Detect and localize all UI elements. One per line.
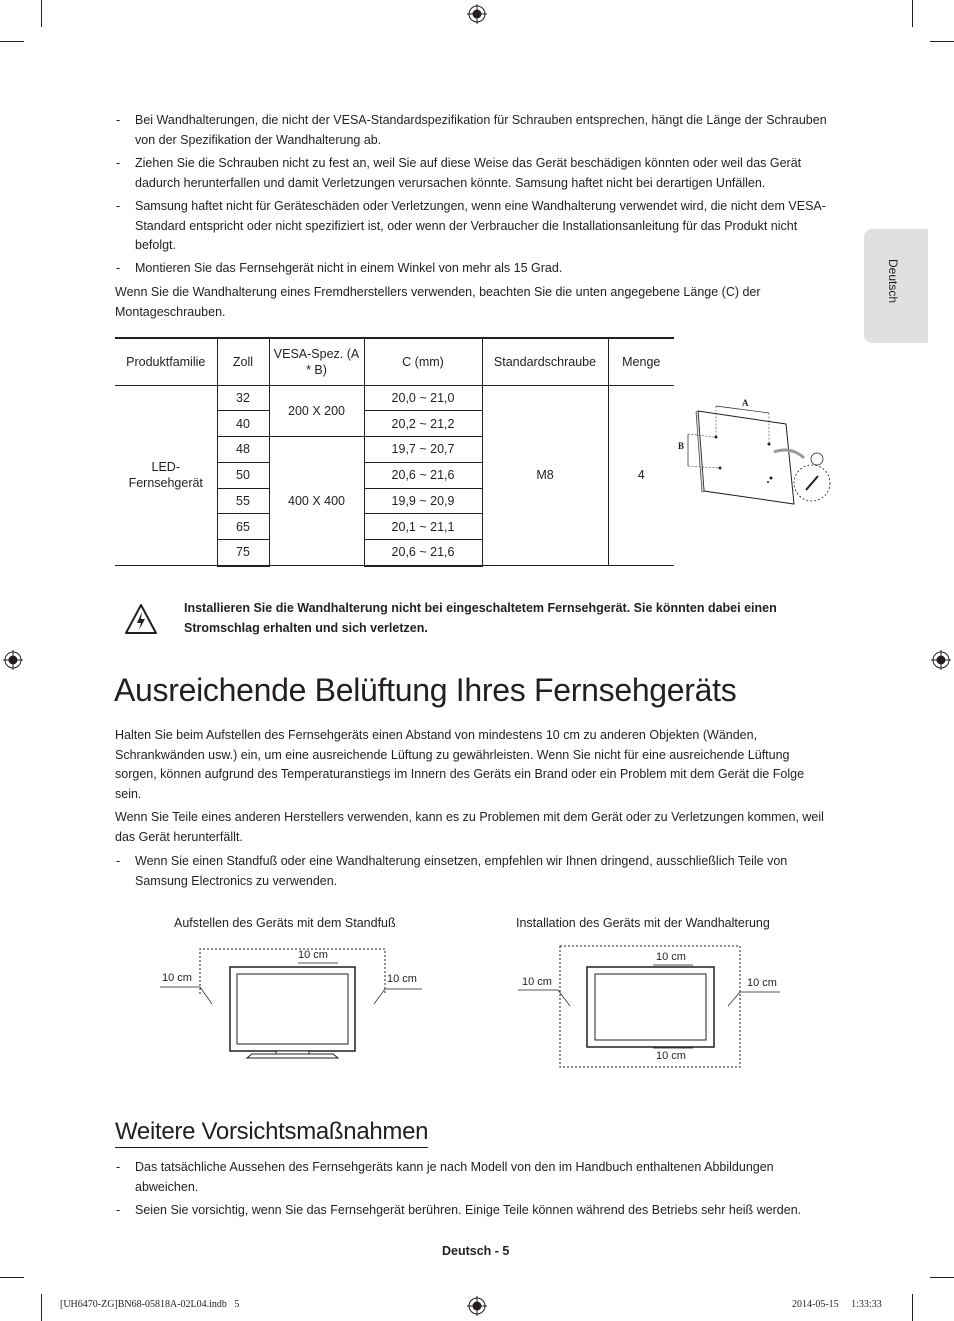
crop-mark [912, 0, 913, 27]
list-item: - Seien Sie vorsichtig, wenn Sie das Fernsehgerät berühren. Einige Teile können während des Betriebs sehr heiß werden. [116, 1203, 802, 1217]
warning-icon [124, 603, 158, 635]
table-cell: 32 [217, 385, 269, 411]
paragraph: Halten Sie beim Aufstellen des Fernsehgeräts einen Abstand von mindestens 10 cm zu anderen Objekten (Wänden, Schrankwänden usw.) ein, um eine ausreichende Lüftung zu gewährleisten. Wenn Sie nicht für eine ausreichende Lüftung sorgen, können aufgrund des Temperaturanstiegs im Innern des Geräts ein Brand oder ein Problem mit dem Gerät die Folge sein. [115, 728, 805, 801]
table-cell: 40 [217, 411, 269, 437]
registration-mark-icon [3, 650, 23, 670]
distance-label: 10 cm [298, 949, 328, 961]
diagram-label-b: B [678, 441, 685, 451]
crop-mark [912, 1294, 913, 1321]
crop-mark [41, 1294, 42, 1321]
table-cell: 20,6 ~ 21,6 [364, 462, 482, 488]
page-number: Deutsch - 5 [442, 1244, 510, 1258]
distance-label: 10 cm [656, 951, 686, 963]
table-header: C (mm) [364, 338, 482, 385]
crop-mark [0, 41, 24, 42]
table-cell: 50 [217, 462, 269, 488]
table-cell: 19,9 ~ 20,9 [364, 488, 482, 514]
paragraph: Wenn Sie Teile eines anderen Herstellers verwenden, kann es zu Problemen mit dem Gerät oder zu Verletzungen kommen, weil das Gerät herunterfällt. [115, 810, 824, 844]
table-cell: 75 [217, 540, 269, 566]
diagram-label-a: A [742, 398, 749, 408]
figure-caption: Aufstellen des Geräts mit dem Standfuß [174, 916, 396, 930]
list-item: - Ziehen Sie die Schrauben nicht zu fest an, weil Sie auf diese Weise das Gerät beschädigen könnten oder weil das Gerät dadurch herunterfallen und damit Verletzungen verursachen könnte. Samsung haftet nicht bei derartigen Unfällen. [116, 156, 802, 190]
table-cell: M8 [482, 385, 608, 566]
wall-ventilation-diagram [518, 944, 783, 1070]
section-heading: Weitere Vorsichtsmaßnahmen [115, 1118, 428, 1148]
distance-label: 10 cm [747, 977, 777, 989]
intro-paragraph: Wenn Sie die Wandhalterung eines Fremdherstellers verwenden, beachten Sie die unten angegebene Länge (C) der Montageschrauben. [115, 285, 761, 319]
crop-mark [930, 41, 954, 42]
crop-mark [0, 1277, 24, 1278]
registration-mark-icon [467, 4, 487, 24]
distance-label: 10 cm [162, 972, 192, 984]
wall-mount-spec-table [115, 337, 674, 567]
table-cell: 200 X 200 [269, 385, 364, 437]
table-cell: 55 [217, 488, 269, 514]
figure-caption: Installation des Geräts mit der Wandhalterung [516, 916, 770, 930]
distance-label: 10 cm [522, 976, 552, 988]
table-cell: 20,1 ~ 21,1 [364, 514, 482, 540]
distance-label: 10 cm [387, 973, 417, 985]
table-header: VESA-Spez. (A * B) [269, 338, 364, 385]
table-cell: 4 [608, 385, 674, 566]
registration-mark-icon [931, 650, 951, 670]
page-title: Ausreichende Belüftung Ihres Fernsehgeräts [114, 672, 737, 708]
table-header: Produktfamilie [115, 338, 217, 385]
print-slug-right: 2014-05-15 1:33:33 [792, 1299, 882, 1310]
distance-label: 10 cm [656, 1050, 686, 1062]
print-slug-left: [UH6470-ZG]BN68-05818A-02L04.indb 5 [60, 1299, 240, 1310]
table-cell: 20,0 ~ 21,0 [364, 385, 482, 411]
table-cell: 400 X 400 [269, 437, 364, 566]
crop-mark [41, 0, 42, 27]
crop-mark [930, 1277, 954, 1278]
list-item: - Das tatsächliche Aussehen des Fernsehgeräts kann je nach Modell von den im Handbuch enthaltenen Abbildungen abweichen. [116, 1160, 774, 1194]
list-item: - Montieren Sie das Fernsehgerät nicht in einem Winkel von mehr als 15 Grad. [116, 261, 563, 275]
table-header: Zoll [217, 338, 269, 385]
side-tab-label: Deutsch [886, 259, 900, 304]
language-side-tab [864, 229, 928, 343]
stand-ventilation-diagram [160, 944, 425, 1064]
table-cell: 20,2 ~ 21,2 [364, 411, 482, 437]
wall-mount-diagram [676, 386, 834, 516]
table-cell: 20,6 ~ 21,6 [364, 540, 482, 566]
table-cell: 65 [217, 514, 269, 540]
list-item: - Samsung haftet nicht für Geräteschäden oder Verletzungen, wenn eine Wandhalterung verwendet wird, die nicht dem VESA-Standard entspricht oder nicht spezifiziert ist, oder wenn der Verbraucher die Installationsanleitung für das Produkt nicht befolgt. [116, 199, 826, 252]
registration-mark-icon [467, 1296, 487, 1316]
table-cell: 48 [217, 437, 269, 463]
table-cell: 19,7 ~ 20,7 [364, 437, 482, 463]
table-header: Standardschraube [482, 338, 608, 385]
list-item: - Bei Wandhalterungen, die nicht der VESA-Standardspezifikation für Schrauben entsprechen, hängt die Länge der Schrauben von der Spezifikation der Wandhalterung ab. [116, 113, 827, 147]
table-cell-family: LED-Fernsehgerät [115, 385, 217, 566]
table-header: Menge [608, 338, 674, 385]
list-item: - Wenn Sie einen Standfuß oder eine Wandhalterung einsetzen, empfehlen wir Ihnen dringend, ausschließlich Teile von Samsung Electronics zu verwenden. [116, 854, 788, 888]
warning-text: Installieren Sie die Wandhalterung nicht bei eingeschaltetem Fernsehgerät. Sie könnten dabei einen Stromschlag erhalten und sich verletzen. [184, 601, 777, 635]
